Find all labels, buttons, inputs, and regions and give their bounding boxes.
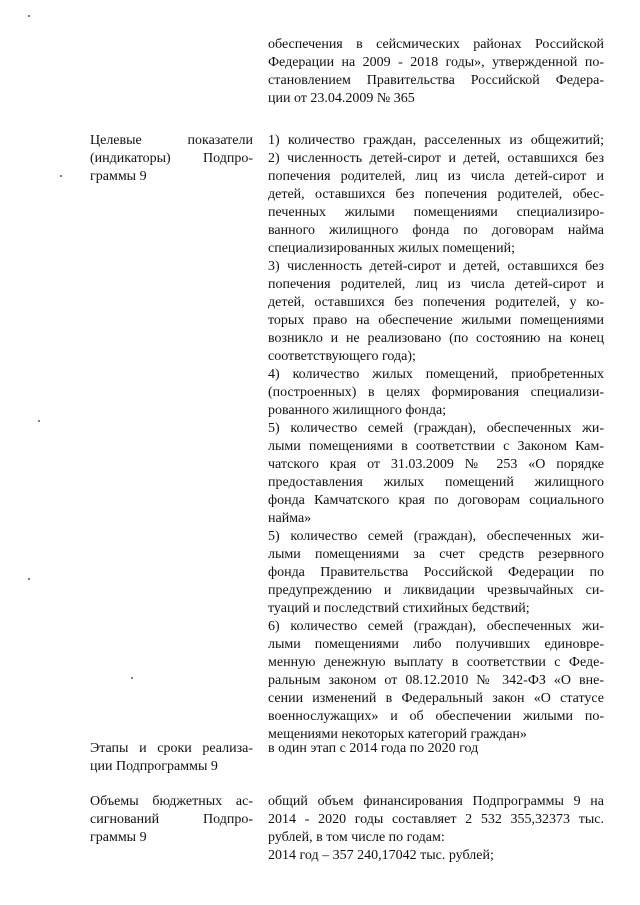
indicator-line: мещениями некоторых категорий граждан» bbox=[268, 727, 527, 742]
indicator-line: 5) количество семей (граждан), обеспеченных жи- bbox=[268, 421, 604, 436]
indicator-line: туаций и последствий стихийных бедствий; bbox=[268, 601, 530, 616]
label-line: Целевые показатели bbox=[90, 133, 253, 148]
label-line: (индикаторы) Подпро- bbox=[90, 151, 253, 166]
indicator-line: 5) количество семей (граждан), обеспеченных жи- bbox=[268, 529, 604, 544]
indicator-line: найма» bbox=[268, 511, 312, 526]
indicator-line: печенных жилыми помещениями специализиро- bbox=[268, 205, 604, 220]
indicator-line: попечения родителей, лиц из числа детей-сирот и bbox=[268, 169, 604, 184]
indicator-line: фонда Правительства Российской Федерации по bbox=[268, 565, 604, 580]
indicator-line: 2) численность детей-сирот и детей, оставшихся без bbox=[268, 151, 604, 166]
label-line: Объемы бюджетных ас- bbox=[90, 794, 253, 809]
indicators-text bbox=[268, 132, 604, 744]
budget-line: 2014 год – 357 240,17042 тыс. рублей; bbox=[268, 848, 494, 863]
indicators-label bbox=[90, 132, 253, 186]
indicator-line: соответствующего года); bbox=[268, 349, 416, 364]
label-line: сигнований Подпро- bbox=[90, 812, 253, 827]
indicator-line: 3) численность детей-сирот и детей, оставшихся без bbox=[268, 259, 604, 274]
scan-speck bbox=[28, 578, 30, 580]
indicator-line: менную денежную выплату в соответствии с Феде- bbox=[268, 655, 604, 670]
indicator-line: лыми помещениями за счет средств резервного bbox=[268, 547, 604, 562]
stages-label bbox=[90, 740, 253, 776]
intro-line: обеспечения в сейсмических районах Российской bbox=[268, 37, 604, 52]
label-line: граммы 9 bbox=[90, 169, 147, 184]
label-line: граммы 9 bbox=[90, 830, 147, 845]
indicator-line: ванного жилищного фонда по договорам найма bbox=[268, 223, 604, 238]
scan-speck bbox=[60, 175, 62, 177]
scan-speck bbox=[28, 15, 30, 17]
indicator-line: специализированных жилых помещений; bbox=[268, 241, 515, 256]
intro-text bbox=[268, 36, 604, 108]
stages-line: в один этап с 2014 года по 2020 год bbox=[268, 741, 479, 756]
stages-text bbox=[268, 740, 604, 758]
indicator-line: предоставления жилых помещений жилищного bbox=[268, 475, 604, 490]
indicator-line: 6) количество семей (граждан), обеспеченных жи- bbox=[268, 619, 604, 634]
indicator-line: чатского края от 31.03.2009 № 253 «О порядке bbox=[268, 457, 604, 472]
indicator-line: (построенных) в целях формирования специализи- bbox=[268, 385, 604, 400]
budget-line: общий объем финансирования Подпрограммы 9 на bbox=[268, 794, 604, 809]
budget-label bbox=[90, 793, 253, 847]
indicator-line: ральным законом от 08.12.2010 № 342-ФЗ «О вне- bbox=[268, 673, 604, 688]
indicator-line: фонда Камчатского края по договорам социального bbox=[268, 493, 604, 508]
budget-line: 2014 - 2020 годы составляет 2 532 355,32373 тыс. bbox=[268, 812, 604, 827]
indicator-line: военнослужащих» и об обеспечении жилыми по- bbox=[268, 709, 604, 724]
indicator-line: лыми помещениями либо получивших единовре- bbox=[268, 637, 604, 652]
indicator-line: лыми помещениями в соответствии с Законом Кам- bbox=[268, 439, 604, 454]
budget-line: рублей, в том числе по годам: bbox=[268, 830, 445, 845]
scan-speck bbox=[38, 420, 40, 422]
indicator-line: возникло и не реализовано (по состоянию на конец bbox=[268, 331, 604, 346]
indicator-line: попечения родителей, лиц из числа детей-сирот и bbox=[268, 277, 604, 292]
intro-line: ции от 23.04.2009 № 365 bbox=[268, 91, 415, 106]
indicator-line: 4) количество жилых помещений, приобретенных bbox=[268, 367, 604, 382]
indicator-line: торых право на обеспечение жилыми помещениями bbox=[268, 313, 604, 328]
indicator-line: детей, оставшихся без попечения родителей, у ко- bbox=[268, 295, 604, 310]
label-line: ции Подпрограммы 9 bbox=[90, 759, 218, 774]
indicator-line: сении изменений в Федеральный закон «О статусе bbox=[268, 691, 604, 706]
scan-speck bbox=[131, 677, 133, 679]
label-line: Этапы и сроки реализа- bbox=[90, 741, 253, 756]
budget-text bbox=[268, 793, 604, 865]
indicator-line: предупреждению и ликвидации чрезвычайных си- bbox=[268, 583, 604, 598]
intro-line: Федерации на 2009 - 2018 годы», утвержденной по- bbox=[268, 55, 604, 70]
indicator-line: 1) количество граждан, расселенных из общежитий; bbox=[268, 133, 604, 148]
indicator-line: детей, оставшихся без попечения родителей, обес- bbox=[268, 187, 604, 202]
intro-line: становлением Правительства Российской Федера- bbox=[268, 73, 604, 88]
indicator-line: рованного жилищного фонда; bbox=[268, 403, 447, 418]
